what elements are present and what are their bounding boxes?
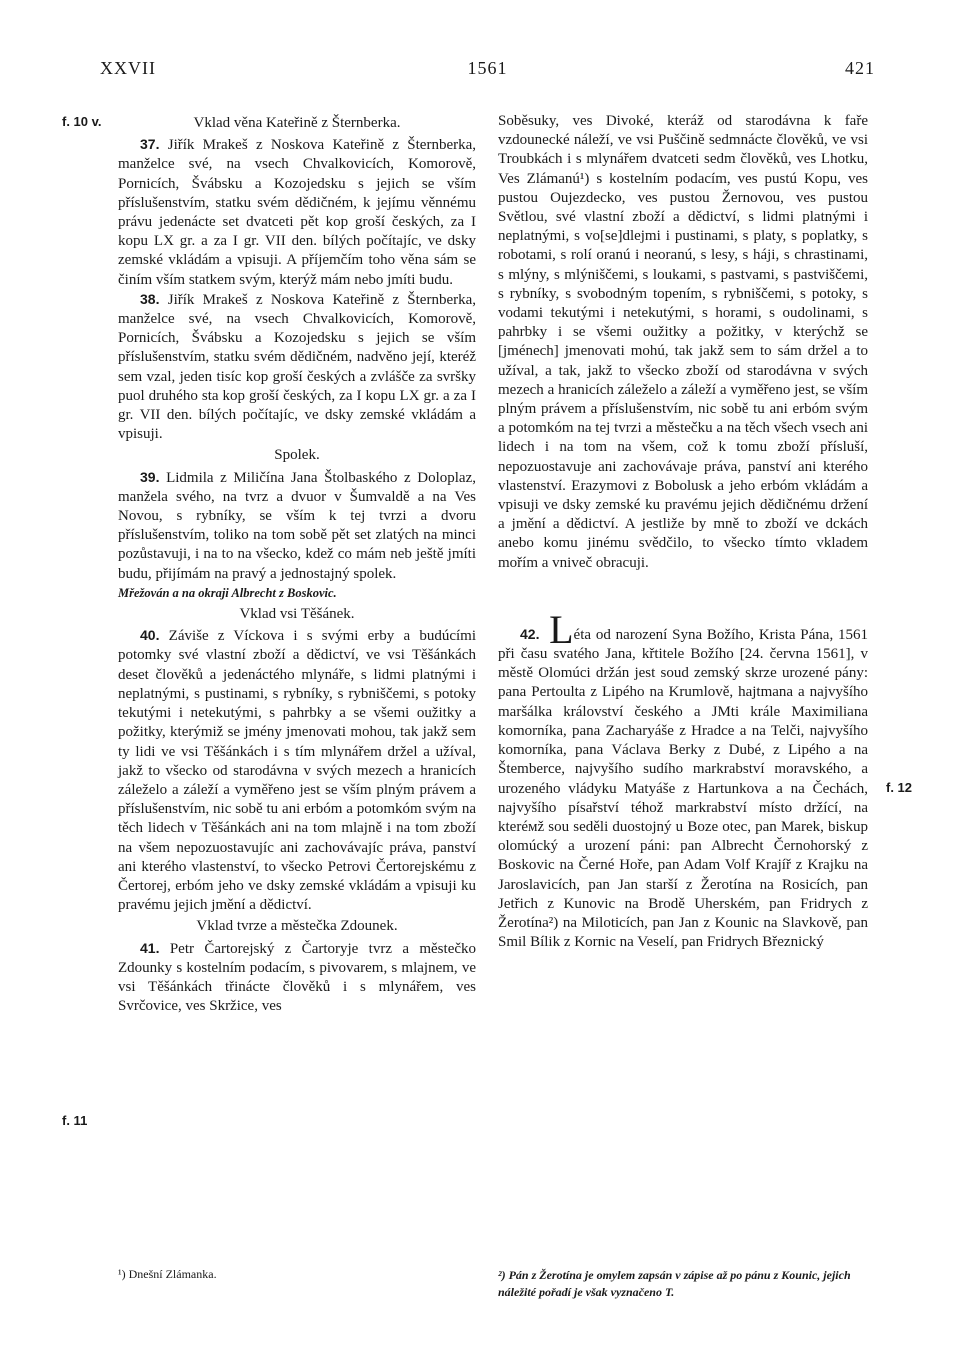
entry-number: 40.	[140, 627, 160, 644]
entry-number: 39.	[140, 468, 160, 485]
year: 1561	[467, 58, 508, 78]
drop-initial: L	[549, 606, 574, 652]
chapter-number: XXVII	[100, 58, 156, 78]
entry-37	[118, 135, 476, 290]
entry-39	[118, 468, 476, 584]
entry-38	[118, 290, 476, 445]
heading-vklad-tvrze: Vklad tvrze a městečka Zdounek.	[196, 918, 398, 935]
margin-note-f12: f. 12	[886, 780, 913, 795]
entry-number: 41.	[140, 939, 160, 956]
entry-number: 42.	[520, 625, 540, 642]
entry-text: Lidmila z Miličína Jana Štolbaského z Doloplaz, manžela svého, na tvrz a dvuor v Šumvaldě a na Ves Novou, s rybníky, se vším k tej tvrzi a dvoru příslušenstvím, toliko na tom sobě pět set zlatých na minci pozůstavuji, i na to na všecko, kdež co mám neb ještě jmíti budu, přijímám na pravý a jednostajný spolek.	[118, 469, 476, 582]
footnote-2: ²) Pán z Žerotína je omylem zapsán v zápise až po pánu z Kounic, jejich náležité pořadí je však vyznačeno T.	[498, 1268, 851, 1299]
entry-text: éta od narození Syna Božího, Krista Pána, 1561 při času svatého Jana, křtitele Božího [24. června 1561], v městě Olomúci držán jest soud zemský skrze urozené pány: pana Pertoulta z Lipého na Krumlově, hajtmana a najvyšího maršálka království českého a JMti krále Maximiliana komorníka, pana Zacharyáše z Hradce a na Telči, najvyšího komorníka, pana Václava Berky z Dubé, z Lipého a na Štemberce, najvyšího sudího markrabství moravského, a urozeného vládyku Matyáše z Hartunkova a na Čechách, najvyšího písařství téhož markrabství místo držící, na kteréмž sou seděli duostojný u Boze otec, pan Marek, biskup olomúcký a urození páni: pan Albrecht Černohorský z Boskovic na Černé Hoře, pan Adam Volf Krajíř z Krajku na Jaroslavicích, pan Jan starší z Žerotína na Rosicích, pan Jetřich z Kunovic na Brodě Uherském, pan Fridrych z Žerotína²) na Miloticích, pan Jan z Kounic na Slavkově, pan Smil Bílik z Kornic na Veselí, pan Fridrych Březnický	[498, 626, 869, 951]
entry-39-note	[118, 584, 476, 603]
left-column	[118, 112, 476, 1016]
heading-vklad-vsi: Vklad vsi Těšánek.	[239, 606, 355, 623]
margin-note-f11: f. 11	[62, 1113, 88, 1128]
entry-number: 37.	[140, 136, 160, 153]
margin-note-f10v: f. 10 v.	[62, 114, 102, 129]
entry-number: 38.	[140, 290, 160, 307]
heading-spolek: Spolek.	[274, 447, 320, 464]
entry-text: Jiřík Mrakeš z Noskova Kateřině z Šternberka, manželce své, na vsech Chvalkovicích, Komorově, Pornicích, Švábsku a Kozojedsku s jejich se vším příslušenstvím, statku svém dědičném, nadvěno její, kteréž sem vzal, jeden tisíc kop groší českých a zvlášče za svršky puol druhého sta kop groší českých, za I kopu LX gr. a za I gr. VII den. bílých počítajíc, ve dsky zemské vkládám a vpisuji.	[118, 291, 477, 443]
entry-41	[118, 939, 476, 1017]
entry-text: Petr Čartorejský z Čartoryje tvrz a městečko Zdounky s kostelním podacím, s pivovarem, s mlajnem, ve vsi Těšánkách třinácte člověků i s mlynářem, ves Svrčovice, ves Skržice, ves	[118, 940, 477, 1015]
entry-42	[498, 606, 869, 952]
note-text: Mřežován a na okraji Albrecht z Boskovic.	[118, 585, 337, 600]
running-header	[100, 58, 875, 88]
footnote-1: ¹) Dnešní Zlámanka.	[118, 1267, 217, 1281]
right-column	[498, 112, 868, 952]
heading-vklad-vena: Vklad věna Kateřině z Šternberka.	[193, 115, 401, 131]
page-number: 421	[845, 58, 875, 78]
entry-text: Záviše z Víckova i s svými erby a budúcími potomky své vlastní zboží a dědictví, ve vsi Těšánkách deset člověků a jedenáctého mlynáře, s lidmi platnými i neplatnými, s pustinami, s rybníky, s rybniščemi, s potoky tekutými i netekutými, s pahrbky a se všemi oužitky a požitky, kterýmiž se jmény jmenovati mohou, tak jakž sem ty lidi ve vsi Těšánkách i s tím mlynářem držel a užíval, jakž to všecko od starodávna v svých mezech a hranicích záleželo a záleží a vyměřeno jest se vším plným právem a příslušenstvím, nic sobě tu ani erbóm a potomkóm svým na těch lidech v Těšánkách ani na tom mlajně i na tom zboží na všem nepozuostavujíc ani zachovávajíc práva, panství ani kterého vlastenství, to všecko Petrovi Čertorejskému z Čertorej, erbóm jeho ve dsky zemské vkládám a vpisuji ku pravému jejich jmění a dědictví.	[118, 628, 476, 914]
entry-text: Jiřík Mrakeš z Noskova Kateřině z Šternberka, manželce své, na vsech Chvalkovicích, Komorově, Pornicích, Švábsku a Kozojedsku s jejich se vším příslušenstvím, statku svém dědičném, k jejímu věnnému právu jedenácte set dvatceti pět kop groší českých, za I kopu LX gr. a za I gr. VII den. bílých počítajíc, ve dsky zemské vkládám a vpisuji. A příjemčím toho věna sám se činím vším statkem svým, kterýž mám nebo jmíti budu.	[118, 137, 477, 288]
entry-40	[118, 626, 476, 915]
entry-41-continued: Soběsuky, ves Divoké, kteráž od starodávna k faře vzdounecké náleží, ve vsi Puščině sedmnácte člověků, ve vsi Troubkách i s mlynářem dvatceti sedm člověků, ves Lhotku, Ves Zlámanú¹) s kostelním podacím, ves pustú Kopu, ves pustou Oujezdecko, ves pustou Žernovou, ves pustou Světlou, své vlastní zboží a dědictví, s lidmi platnými i neplatnými, s vo[se]dlejmi i pustinami, s platy, s poplatky, s robotami, s rolí oranú i neoranú, s lesy, s háji, s chrastinami, s mlýny, s mlýniščemi, s loukami, s pastvami, s pastviščemi, s rybníky, s svobodným topením, s rybniščemi, s potoky, s vodami tekutými i netekutými, s horami, s oudolinami, s pahrbky i se všemi oužitky a požitky, v kterýchž se [jménech] jmenovati mohú, tak jakž sem to sám držel a to užíval, a tak, jakž to všecko zboží od starodávna v svých mezech a hranicích záleželo a záleží a vyměřeno jest, se vším plným právem a příslušenstvím, nic sobě tu ani erbóm svým a potomkóm na tej tvrzi a městečku a na těch všech vsech ani lidech i na tom na všem, což k tomu zboží přísluší, nepozuostavuje ani zachovávaje práva, panství ani kterého vlastenství. Erazymovi z Bobolusk a jeho erbóm vkládám a vpisuji ve dsky zemské ku pravému jejich dědičnému držení a jmění a dědictví. A jestliže by mně to zboží ve dckách anebo komu jinému svědčilo, to všecko tímto vkladem mořím a vniveč obracuji.	[498, 113, 868, 571]
